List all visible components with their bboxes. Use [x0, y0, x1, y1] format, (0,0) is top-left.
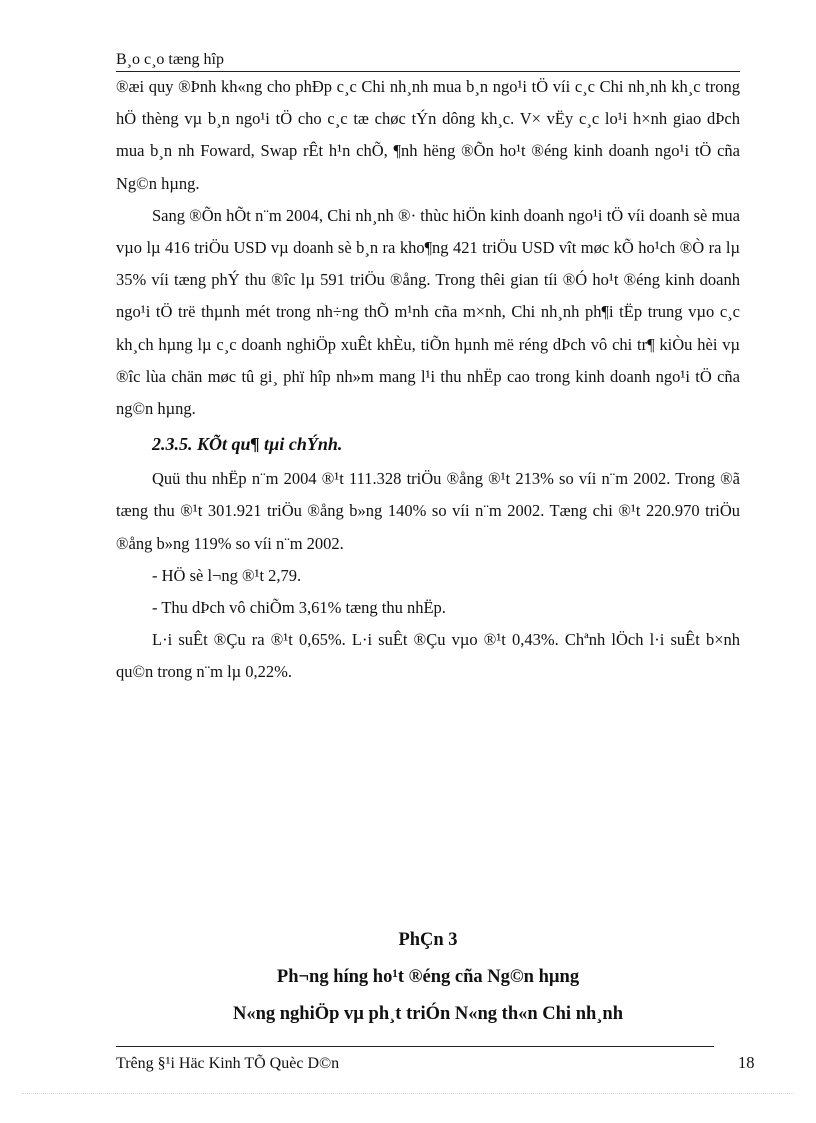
document-body [116, 71, 740, 689]
page-header [116, 50, 740, 72]
paragraph-forex-restrictions: ®æi quy ®Þnh kh«ng cho phÐp c¸c Chi nh¸nh mua b¸n ngo¹i tÖ víi c¸c Chi nh¸nh kh¸c trong hÖ thèng vµ b¸n ngo¹i tÖ cho c¸c tæ chøc tÝn dông kh¸c. V× vËy c¸c lo¹i h×nh giao dÞch mua b¸n nh Foward, Swap rÊt h¹n chÕ, ¶nh hëng ®Õn ho¹t ®éng kinh doanh ngo¹i tÖ cña Ng©n hµng. [116, 77, 740, 193]
footer-divider [116, 1046, 714, 1047]
paragraph-interest-rates: L·i suÊt ®Çu ra ®¹t 0,65%. L·i suÊt ®Çu vµo ®¹t 0,43%. Chªnh lÖch l·i suÊt b×nh qu©n trong n¨m lµ 0,22%. [116, 630, 740, 682]
part-title-line-2: N«ng nghiÖp vµ ph¸t triÓn N«ng th«n Chi nh¸nh [232, 1004, 624, 1024]
section-heading: 2.3.5. KÕt qu¶ tµi chÝnh. [152, 434, 343, 455]
part-number: PhÇn 3 [398, 930, 458, 950]
paragraph-forex-results: Sang ®Õn hÕt n¨m 2004, Chi nh¸nh ®· thùc hiÖn kinh doanh ngo¹i tÖ víi doanh sè mua vµo lµ 416 triÖu USD vµ doanh sè b¸n ra kho¶ng 421 triÖu USD vît møc kÕ ho¹ch ®Ò ra lµ 35% víi tæng phÝ thu ®îc lµ 591 triÖu ®ång. Trong thêi gian tíi ®Ó ho¹t ®éng kinh doanh ngo¹i tÖ trë thµnh mét trong nh÷ng thÕ m¹nh cña m×nh, Chi nh¸nh ph¶i tËp trung vµo c¸c kh¸ch hµng lµ c¸c doanh nghiÖp xuÊt khÈu, tiÕn hµnh më réng dÞch vô chi tr¶ kiÒu hèi vµ ®îc lùa chän møc tû gi¸ phï hîp nh»m mang l¹i thu nhËp cao trong kinh doanh ngo¹i tÖ cña ng©n hµng. [116, 205, 740, 419]
footer-school: Trêng §¹i Häc Kinh TÕ Quèc D©n [116, 1055, 340, 1072]
bullet-salary-coefficient: - HÖ sè l¬ng ®¹t 2,79. [152, 565, 302, 585]
page-number: 18 [738, 1053, 755, 1072]
bullet-service-revenue: - Thu dÞch vô chiÕm 3,61% tæng thu nhËp. [152, 598, 446, 618]
page-bottom-edge [22, 1093, 794, 1094]
paragraph-income: Quü thu nhËp n¨m 2004 ®¹t 111.328 triÖu ®ång ®¹t 213% so víi n¨m 2002. Trong ®ã tæng thu ®¹t 301.921 triÖu ®ång b»ng 140% so víi n¨m 2002. Tæng chi ®¹t 220.970 triÖu ®ång b»ng 119% so víi n¨m 2002. [116, 469, 740, 553]
part-title-line-1: Ph¬ng híng ho¹t ®éng cña Ng©n hµng [276, 967, 580, 987]
header-title: B¸o c¸o tæng hîp [116, 51, 224, 68]
